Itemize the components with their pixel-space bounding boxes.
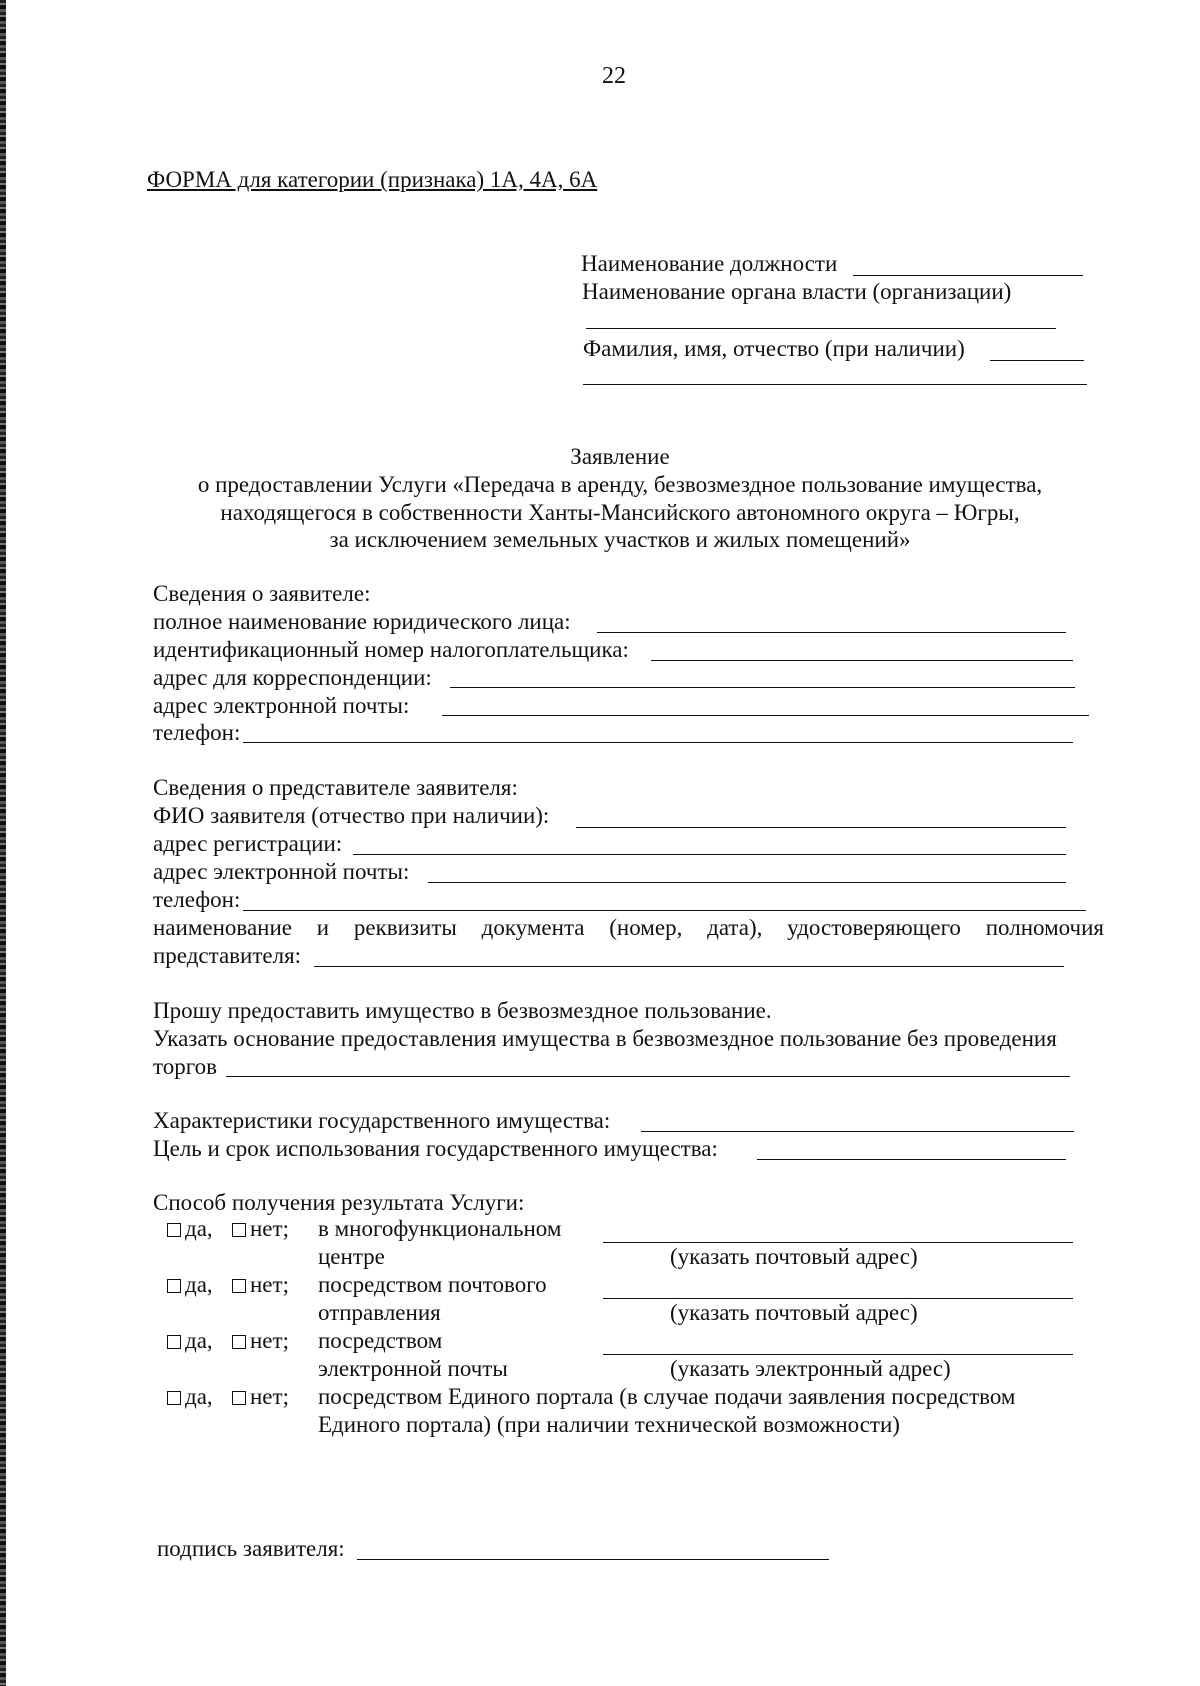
position-label: Наименование должности: [581, 251, 838, 276]
applicant-email-label: адрес электронной почты:: [153, 693, 410, 718]
option-2-text-1: посредством почтового: [318, 1272, 547, 1297]
form-title: ФОРМА для категории (признака) 1А, 4А, 6А: [147, 167, 598, 192]
property-characteristics-field[interactable]: [641, 1131, 1074, 1132]
option-4-text-2: Единого портала) (при наличии технической возможности): [318, 1412, 900, 1437]
option-3-no-checkbox[interactable]: [232, 1335, 246, 1349]
representative-section-title: Сведения о представителе заявителя:: [153, 775, 518, 800]
applicant-phone-field[interactable]: [243, 742, 1073, 743]
property-purpose-field[interactable]: [757, 1159, 1066, 1160]
option-1-text-1: в многофункциональном: [318, 1216, 562, 1241]
option-3-yes-label: да,: [185, 1328, 213, 1353]
representative-phone-field[interactable]: [243, 910, 1086, 911]
representative-phone-label: телефон:: [153, 887, 241, 912]
option-3-yes-checkbox[interactable]: [167, 1335, 181, 1349]
option-4-text-1: посредством Единого портала (в случае подачи заявления посредством: [318, 1384, 1016, 1409]
addressee-fio-field-2[interactable]: [583, 384, 1087, 385]
option-1-no-label: нет;: [250, 1216, 289, 1241]
applicant-inn-label: идентификационный номер налогоплательщика:: [153, 637, 629, 662]
option-1-text-2: центре: [318, 1244, 385, 1269]
option-2-hint: (указать почтовый адрес): [670, 1300, 918, 1325]
request-line-3: торгов: [153, 1054, 217, 1079]
option-2-no-checkbox[interactable]: [232, 1279, 246, 1293]
option-4-yes-checkbox[interactable]: [167, 1391, 181, 1405]
option-4-no-checkbox[interactable]: [232, 1391, 246, 1405]
applicant-name-field[interactable]: [597, 632, 1066, 633]
applicant-inn-field[interactable]: [651, 660, 1073, 661]
property-characteristics-label: Характеристики государственного имущества:: [153, 1108, 611, 1133]
statement-subtitle-2: находящегося в собственности Ханты-Мансийского автономного округа – Югры,: [220, 500, 1020, 525]
statement-subtitle-3: за исключением земельных участков и жилых помещений»: [329, 527, 911, 552]
applicant-name-label: полное наименование юридического лица:: [153, 609, 571, 634]
authority-label: Наименование органа власти (организации): [582, 279, 1012, 304]
applicant-section-title: Сведения о заявителе:: [153, 581, 371, 606]
authority-field[interactable]: [586, 328, 1056, 329]
position-field[interactable]: [853, 275, 1083, 276]
addressee-fio-field[interactable]: [990, 360, 1084, 361]
applicant-phone-label: телефон:: [153, 720, 241, 745]
option-2-no-label: нет;: [250, 1272, 289, 1297]
request-line-2: Указать основание предоставления имущества в безвозмездное пользование без проведения: [153, 1026, 1057, 1051]
statement-subtitle-1: о предоставлении Услуги «Передача в аренду, безвозмездное пользование имущества,: [197, 472, 1043, 497]
statement-title: Заявление: [570, 444, 670, 469]
option-2-yes-checkbox[interactable]: [167, 1279, 181, 1293]
option-4-yes-label: да,: [185, 1384, 213, 1409]
option-1-yes-label: да,: [185, 1216, 213, 1241]
signature-label: подпись заявителя:: [157, 1536, 345, 1561]
signature-field[interactable]: [357, 1559, 829, 1560]
option-2-yes-label: да,: [185, 1272, 213, 1297]
option-3-hint: (указать электронный адрес): [670, 1356, 951, 1381]
representative-fio-label: ФИО заявителя (отчество при наличии):: [153, 803, 550, 828]
page-number: 22: [602, 63, 626, 89]
representative-doc-field[interactable]: [314, 966, 1064, 967]
representative-doc-label-2: представителя:: [153, 943, 302, 968]
option-2-text-2: отправления: [318, 1300, 441, 1325]
option-3-no-label: нет;: [250, 1328, 289, 1353]
representative-reg-address-label: адрес регистрации:: [153, 831, 343, 856]
scan-edge: [0, 0, 6, 1686]
delivery-section-title: Способ получения результата Услуги:: [153, 1190, 525, 1215]
request-basis-field[interactable]: [226, 1076, 1070, 1077]
option-3-text-2: электронной почты: [318, 1356, 508, 1381]
request-line-1: Прошу предоставить имущество в безвозмездное пользование.: [153, 998, 772, 1023]
option-4-no-label: нет;: [250, 1384, 289, 1409]
applicant-email-field[interactable]: [442, 715, 1089, 716]
representative-doc-label: наименование и реквизиты документа (номер, дата), удостоверяющего полномочия: [153, 915, 1104, 940]
option-1-no-checkbox[interactable]: [232, 1223, 246, 1237]
applicant-address-label: адрес для корреспонденции:: [153, 665, 432, 690]
applicant-address-field[interactable]: [450, 687, 1075, 688]
addressee-fio-label: Фамилия, имя, отчество (при наличии): [583, 336, 965, 361]
representative-fio-field[interactable]: [576, 827, 1066, 828]
option-3-text-1: посредством: [318, 1328, 443, 1353]
option-1-hint: (указать почтовый адрес): [670, 1244, 918, 1269]
representative-reg-address-field[interactable]: [353, 854, 1066, 855]
representative-email-label: адрес электронной почты:: [153, 859, 410, 884]
option-1-yes-checkbox[interactable]: [167, 1223, 181, 1237]
representative-email-field[interactable]: [428, 882, 1066, 883]
property-purpose-label: Цель и срок использования государственного имущества:: [153, 1136, 718, 1161]
